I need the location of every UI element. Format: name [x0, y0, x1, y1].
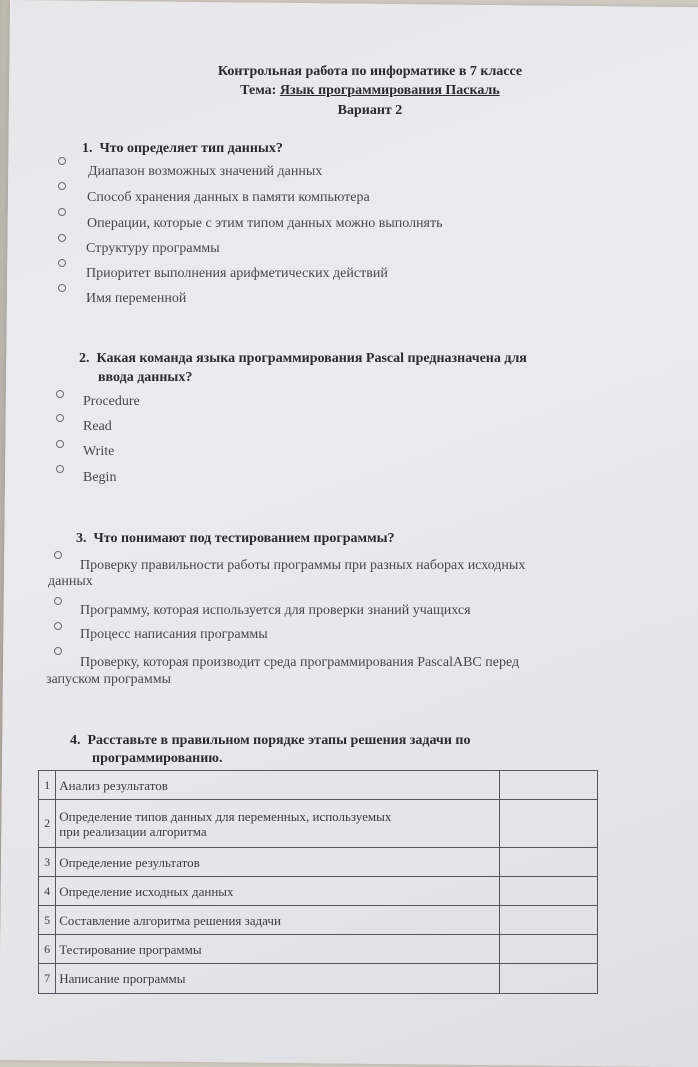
- question-2-cont: ввода данных?: [98, 370, 193, 385]
- question-4: 4. Расставьте в правильном порядке этапы решения задачи по: [70, 733, 471, 748]
- answer-cell[interactable]: [499, 906, 597, 935]
- radio-q1-3[interactable]: [58, 208, 66, 216]
- table-row: [39, 771, 598, 800]
- step-number: 4: [39, 877, 56, 906]
- radio-q3-4[interactable]: [54, 647, 62, 655]
- topic-label: Тема:: [240, 83, 277, 98]
- table-row: [39, 964, 598, 994]
- answer-cell[interactable]: [499, 771, 597, 800]
- answer-cell[interactable]: [499, 848, 597, 877]
- step-text: Написание программы: [56, 964, 499, 994]
- option-q3-2: Программу, которая используется для проверки знаний учащихся: [80, 603, 471, 618]
- question-4-cont: программированию.: [92, 751, 223, 766]
- document-title: Контрольная работа по информатике в 7 классе: [217, 64, 523, 79]
- radio-q3-1[interactable]: [54, 551, 62, 559]
- radio-q2-3[interactable]: [56, 440, 64, 448]
- radio-q1-2[interactable]: [58, 182, 66, 190]
- question-1: 1. Что определяет тип данных?: [82, 141, 283, 156]
- step-number: 5: [39, 906, 56, 935]
- radio-q2-4[interactable]: [56, 465, 64, 473]
- radio-q1-6[interactable]: [58, 284, 66, 292]
- option-q1-2: Способ хранения данных в памяти компьютера: [87, 190, 370, 205]
- option-q2-3: Write: [83, 444, 115, 459]
- radio-q1-5[interactable]: [58, 259, 66, 267]
- question-3: 3. Что понимают под тестированием программы?: [76, 531, 395, 546]
- option-q2-1: Procedure: [83, 394, 140, 409]
- radio-q2-1[interactable]: [56, 390, 64, 398]
- option-q1-3: Операции, которые с этим типом данных можно выполнять: [87, 216, 443, 231]
- option-q1-4: Структуру программы: [86, 241, 220, 256]
- step-number: 6: [39, 935, 56, 964]
- step-number: 1: [39, 771, 56, 800]
- option-q2-4: Begin: [83, 470, 117, 485]
- step-number: 7: [39, 964, 56, 994]
- steps-table: [38, 770, 598, 994]
- step-number: 2: [39, 800, 56, 848]
- option-q1-1: Диапазон возможных значений данных: [88, 164, 323, 179]
- step-number: 3: [39, 848, 56, 877]
- step-text: Определение исходных данных: [56, 877, 499, 906]
- radio-q1-1[interactable]: [58, 157, 66, 165]
- option-q3-4: Проверку, которая производит среда программирования PascalABC перед: [80, 655, 520, 670]
- topic-name: Язык программирования Паскаль: [279, 83, 500, 98]
- document-topic: [150, 83, 590, 99]
- option-q3-1: Проверку правильности работы программы при разных наборах исходных: [80, 558, 526, 573]
- answer-cell[interactable]: [499, 935, 597, 964]
- table-row: [39, 800, 598, 848]
- table-row: [39, 848, 598, 877]
- radio-q2-2[interactable]: [56, 414, 64, 422]
- radio-q3-3[interactable]: [54, 622, 62, 630]
- step-text: Составление алгоритма решения задачи: [56, 906, 499, 935]
- option-q1-5: Приоритет выполнения арифметических действий: [86, 266, 388, 281]
- answer-cell[interactable]: [499, 800, 597, 848]
- question-2: 2. Какая команда языка программирования Pascal предназначена для: [79, 351, 527, 366]
- step-text: Определение типов данных для переменных, используемых при реализации алгоритма: [56, 800, 499, 848]
- option-q3-1-cont: данных: [48, 574, 93, 589]
- answer-cell[interactable]: [499, 964, 597, 994]
- radio-q3-2[interactable]: [54, 597, 62, 605]
- answer-cell[interactable]: [499, 877, 597, 906]
- table-row: [39, 906, 598, 935]
- document-variant: Вариант 2: [337, 103, 403, 118]
- step-text: Тестирование программы: [56, 935, 499, 964]
- step-text: Определение результатов: [56, 848, 499, 877]
- table-row: [39, 877, 598, 906]
- step-text: Анализ результатов: [56, 771, 499, 800]
- option-q3-3: Процесс написания программы: [80, 627, 268, 642]
- option-q1-6: Имя переменной: [86, 291, 187, 306]
- table-row: [39, 935, 598, 964]
- option-q2-2: Read: [83, 419, 112, 434]
- option-q3-4-cont: запуском программы: [46, 672, 172, 687]
- radio-q1-4[interactable]: [58, 234, 66, 242]
